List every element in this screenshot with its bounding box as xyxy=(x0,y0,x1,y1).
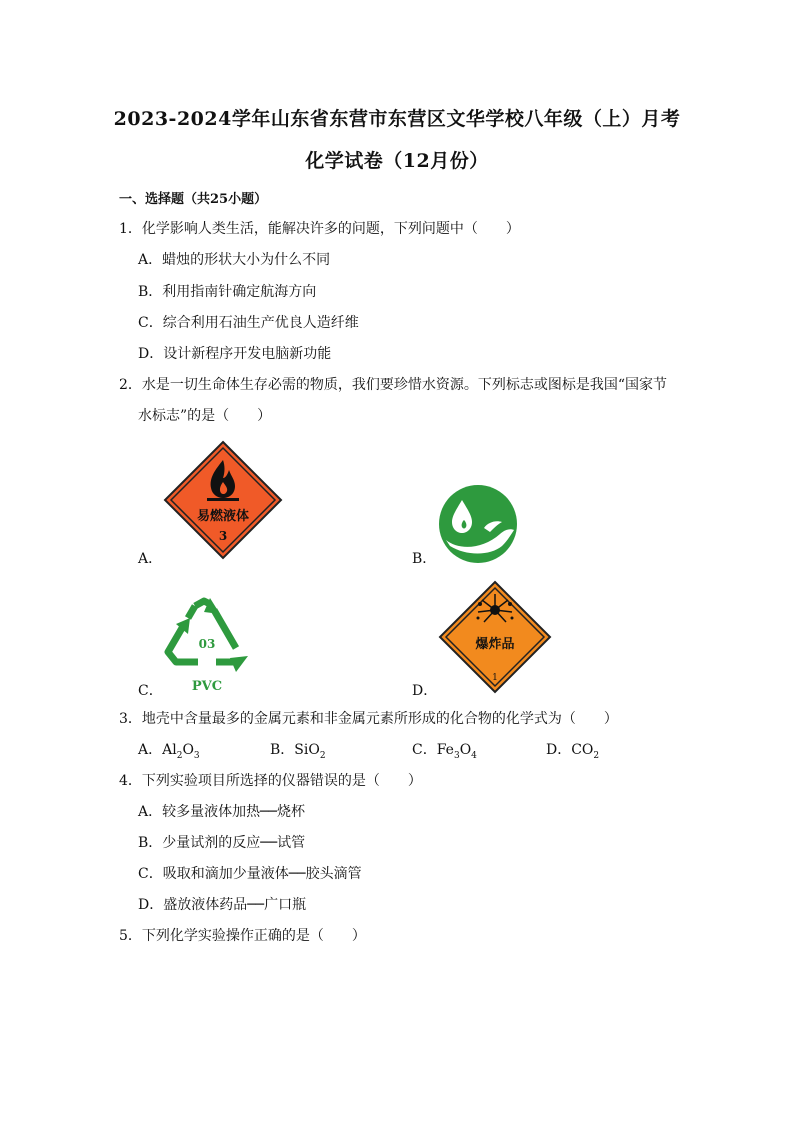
flammable-liquid-sign-icon xyxy=(163,440,283,560)
pvc-recycling-number: 03 xyxy=(198,637,216,651)
question-3-option-c: C．$Fe_3O_4$ xyxy=(412,742,477,761)
flammable-sign-number: 3 xyxy=(218,529,228,543)
question-1-option-a: A．蜡烛的形状大小为什么不同 xyxy=(138,252,331,268)
question-4-option-d: D．盛放液体药品──广口瓶 xyxy=(138,897,307,913)
flammable-sign-text: 易燃液体 xyxy=(196,509,250,524)
page-title-line1: 2023-2024学年山东省东营市东营区文华学校八年级（上）月考 xyxy=(113,108,681,130)
question-2-stem-line2: 水标志”的是（ ） xyxy=(138,408,272,424)
explosives-sign-text: 爆炸品 xyxy=(475,637,515,652)
question-2-label-d: D． xyxy=(412,683,438,699)
question-2-label-b: B． xyxy=(412,551,437,567)
question-4-option-b: B．少量试剂的反应──试管 xyxy=(138,835,306,851)
question-4-option-a: A．较多量液体加热──烧杯 xyxy=(138,804,305,820)
explosives-sign-icon xyxy=(438,580,552,694)
question-4-option-c: C．吸取和滴加少量液体──胶头滴管 xyxy=(138,866,362,882)
question-1-stem: 1．化学影响人类生活，能解决许多的问题，下列问题中（ ） xyxy=(119,221,520,237)
question-1-option-d: D．设计新程序开发电脑新功能 xyxy=(138,346,332,362)
question-1-option-b: B．利用指南针确定航海方向 xyxy=(138,284,317,300)
explosives-sign-number: 1 xyxy=(492,673,498,683)
question-3-option-b: B．SiO$_2$ xyxy=(270,742,326,761)
question-2-label-a: A． xyxy=(138,551,163,567)
question-5-stem: 5．下列化学实验操作正确的是（ ） xyxy=(119,928,366,944)
question-4-stem: 4．下列实验项目所选择的仪器错误的是（ ） xyxy=(119,773,422,789)
section-heading: 一、选择题（共25小题） xyxy=(119,192,268,207)
question-3-option-d: D．$CO_2$ xyxy=(546,742,600,761)
question-2-label-c: C． xyxy=(138,683,163,699)
pvc-recycling-icon xyxy=(160,596,255,696)
question-3-stem: 3．地壳中含量最多的金属元素和非金属元素所形成的化合物的化学式为（ ） xyxy=(119,711,618,727)
pvc-recycling-text: PVC xyxy=(191,679,223,694)
question-2-stem-line1: 2．水是一切生命体生存必需的物质，我们要珍惜水资源。下列标志或图标是我国“国家节 xyxy=(119,377,668,393)
page-title-line2: 化学试卷（12月份） xyxy=(305,150,489,172)
water-saving-logo-icon xyxy=(438,484,518,564)
question-1-option-c: C．综合利用石油生产优良人造纤维 xyxy=(138,315,359,331)
question-3-option-a: A．$Al_2O_3$ xyxy=(138,742,200,761)
